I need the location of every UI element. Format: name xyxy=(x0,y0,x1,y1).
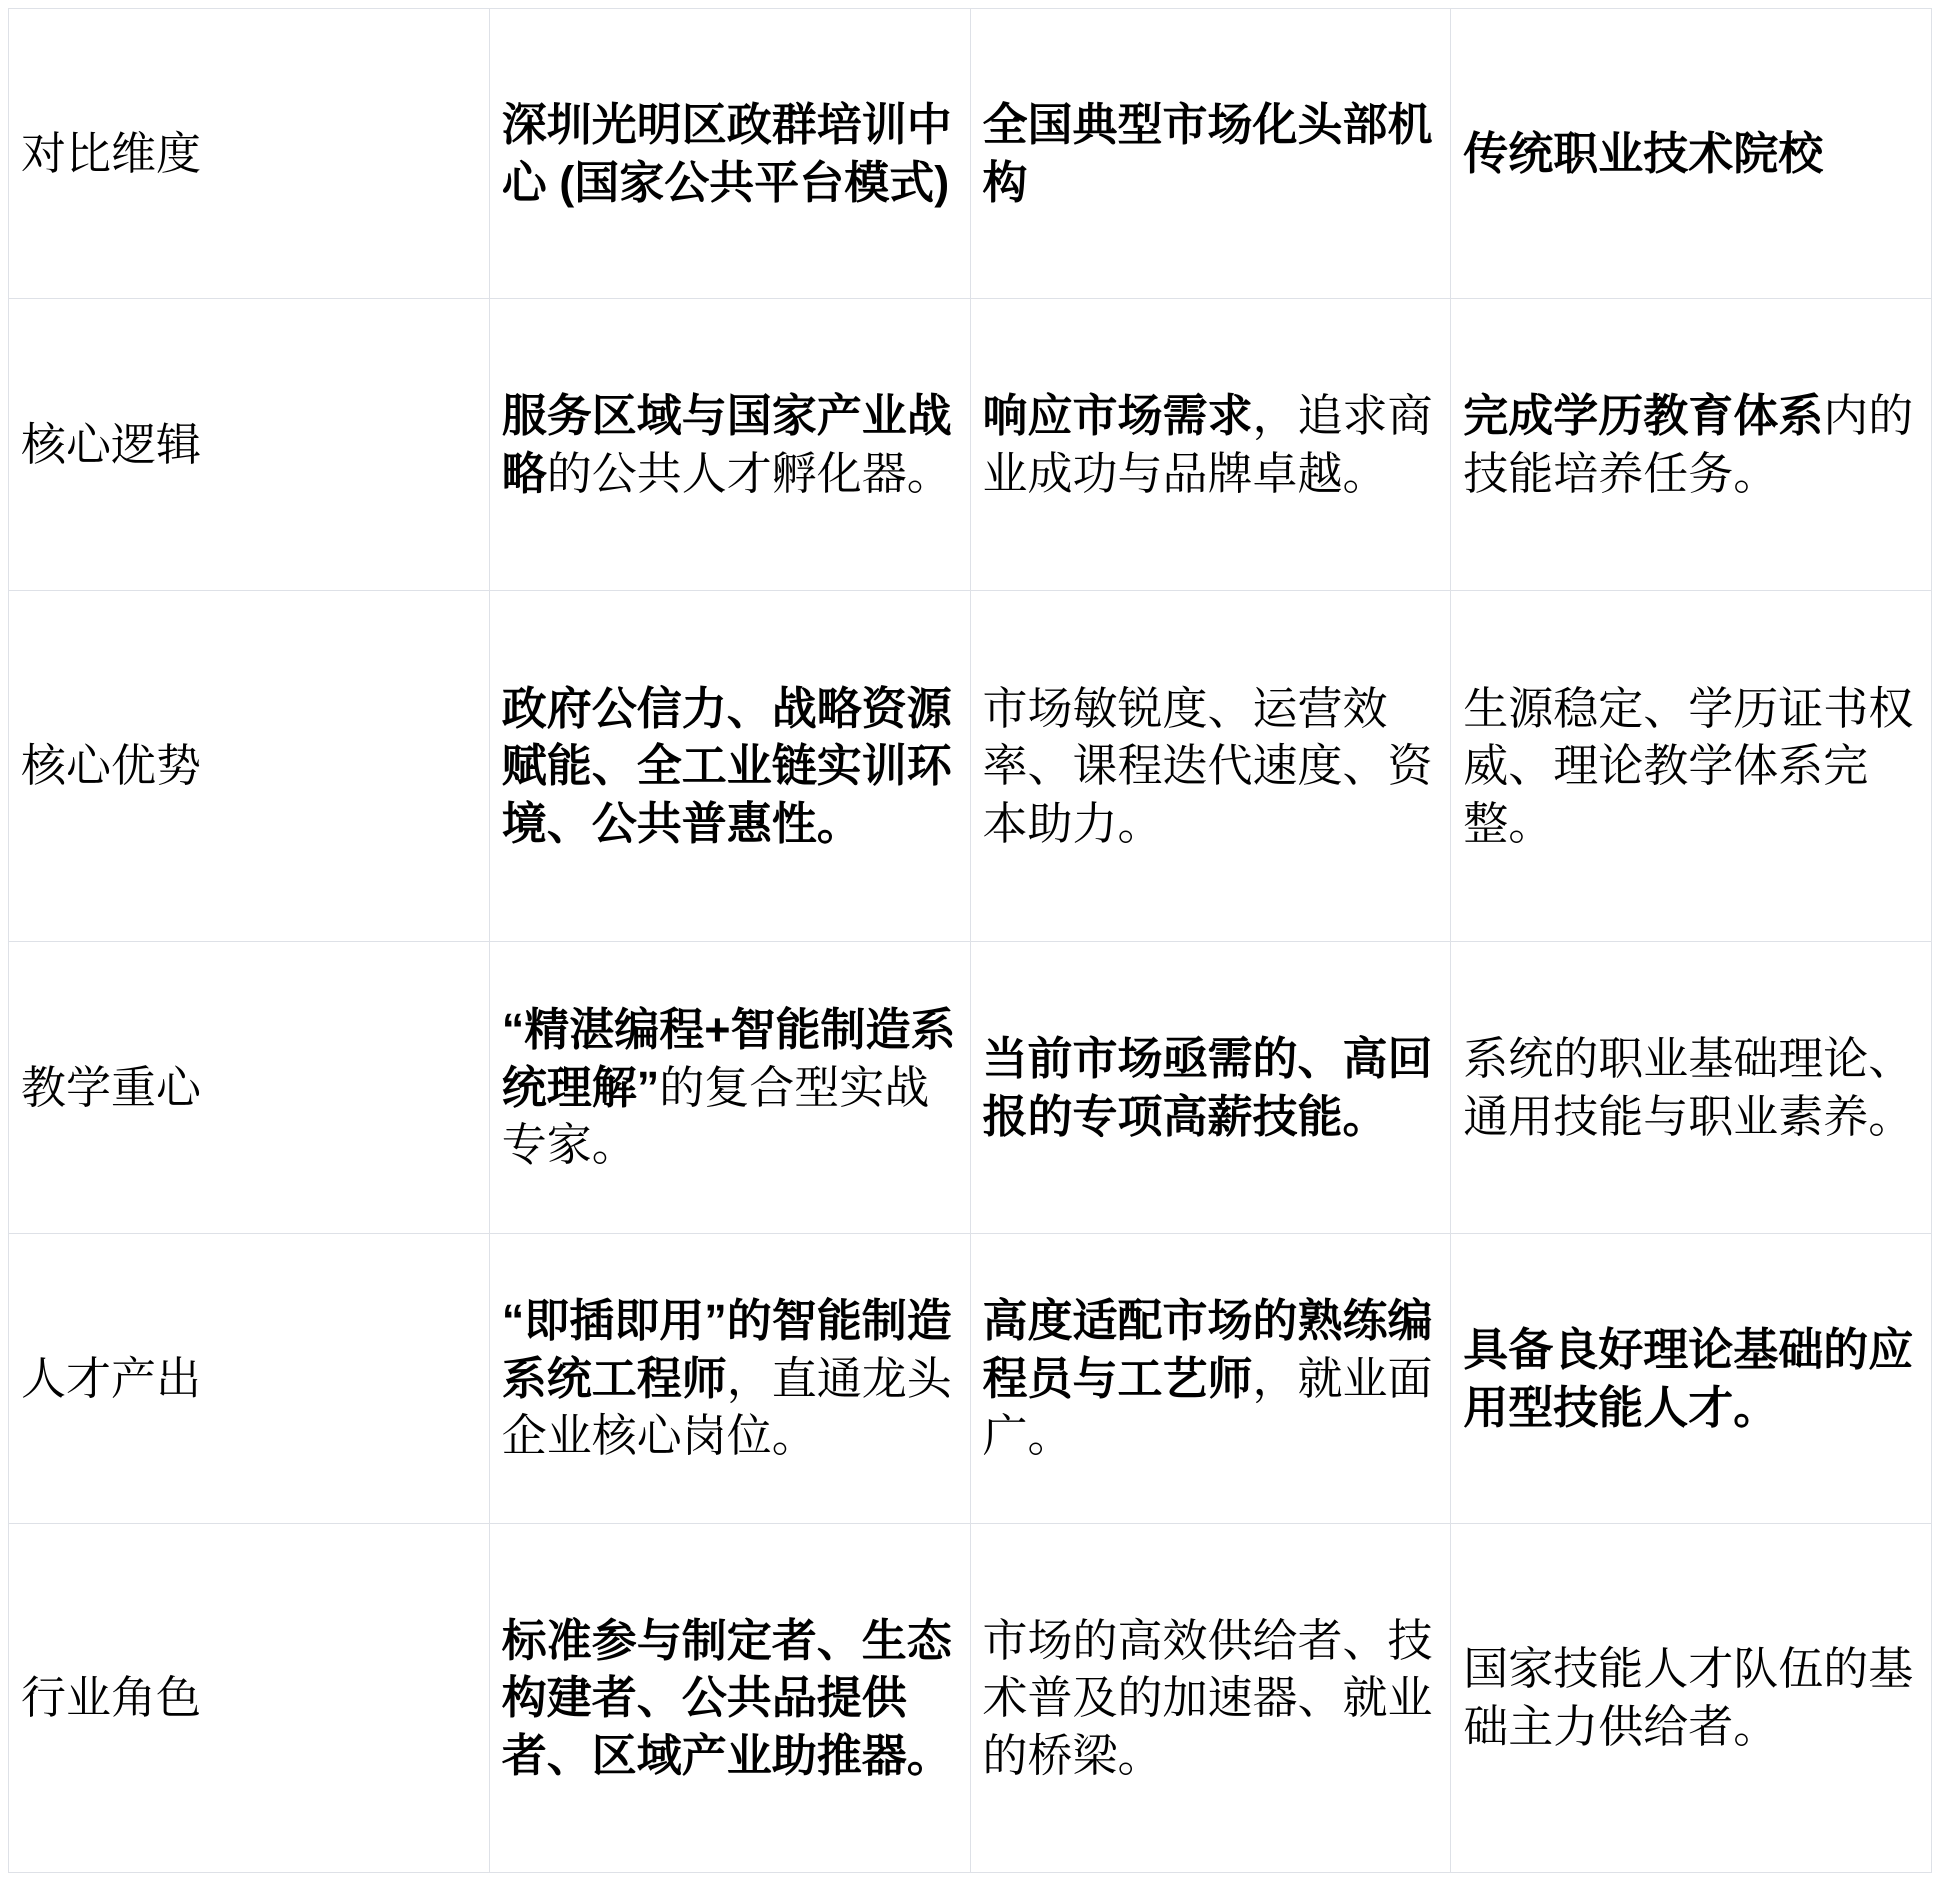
table-header xyxy=(9,9,1932,299)
table-row-teaching-focus xyxy=(9,942,1932,1234)
table-row-talent-output xyxy=(9,1234,1932,1524)
emphasized-text: 服务区域与国家产业战略 xyxy=(501,389,952,499)
plain-text: 市场敏锐度、运营效率、课程迭代速度、资本助力。 xyxy=(982,682,1433,849)
emphasized-text: 标准参与制定者、生态构建者、公共品提供者、区域产业助推器。 xyxy=(501,1614,952,1781)
row-label-talent-output: 人才产出 xyxy=(9,1234,490,1524)
plain-text: 市场的高效供给者、技术普及的加速器、就业的桥梁。 xyxy=(982,1614,1433,1781)
row-label-industry-role: 行业角色 xyxy=(9,1524,490,1873)
column-header-shenzhen-center: 深圳光明区政群培训中心 (国家公共平台模式) xyxy=(489,9,970,299)
table-row-core-logic xyxy=(9,299,1932,591)
table-cell xyxy=(1451,591,1932,942)
table-cell xyxy=(970,299,1451,591)
table-row-industry-role xyxy=(9,1524,1932,1873)
table-cell xyxy=(970,942,1451,1234)
emphasized-text: 响应市场需求 xyxy=(982,389,1253,441)
column-header-vocational-schools: 传统职业技术院校 xyxy=(1451,9,1932,299)
table-cell xyxy=(1451,299,1932,591)
comparison-table xyxy=(8,8,1932,1873)
plain-text: 系统的职业基础理论、通用技能与职业素养。 xyxy=(1463,1032,1914,1142)
plain-text: ，就业面广。 xyxy=(982,1352,1433,1462)
table-header-row xyxy=(9,9,1932,299)
table-cell xyxy=(970,1234,1451,1524)
plain-text: 生源稳定、学历证书权威、理论教学体系完整。 xyxy=(1463,682,1914,849)
column-header-dimension: 对比维度 xyxy=(9,9,490,299)
table-cell xyxy=(489,1234,970,1524)
plain-text: 的复合型实战专家。 xyxy=(501,1061,930,1171)
table-cell xyxy=(1451,1234,1932,1524)
emphasized-text: “精湛编程+智能制造系统理解” xyxy=(501,1004,956,1113)
row-label-core-logic: 核心逻辑 xyxy=(9,299,490,591)
plain-text: 的公共人才孵化器。 xyxy=(546,447,952,499)
table-body xyxy=(9,299,1932,1873)
table-cell xyxy=(970,1524,1451,1873)
emphasized-text: 具备良好理论基础的应用型技能人才。 xyxy=(1463,1323,1914,1433)
emphasized-text: 高度适配市场的熟练编程员与工艺师 xyxy=(982,1295,1433,1404)
emphasized-text: 当前市场亟需的、高回报的专项高薪技能。 xyxy=(982,1032,1433,1142)
plain-text: 内的技能培养任务。 xyxy=(1463,389,1914,499)
table-cell xyxy=(1451,1524,1932,1873)
plain-text: ，直通龙头企业核心岗位。 xyxy=(501,1352,952,1462)
table-row-core-advantages xyxy=(9,591,1932,942)
table-cell xyxy=(489,299,970,591)
table-cell xyxy=(1451,942,1932,1234)
row-label-core-advantages: 核心优势 xyxy=(9,591,490,942)
table-cell xyxy=(489,1524,970,1873)
emphasized-text: 政府公信力、战略资源赋能、全工业链实训环境、公共普惠性。 xyxy=(501,682,952,849)
table-cell xyxy=(489,591,970,942)
comparison-table-container xyxy=(8,8,1932,1873)
table-cell xyxy=(970,591,1451,942)
table-cell xyxy=(489,942,970,1234)
column-header-market-institutions: 全国典型市场化头部机构 xyxy=(970,9,1451,299)
row-label-teaching-focus: 教学重心 xyxy=(9,942,490,1234)
emphasized-text: 完成学历教育体系 xyxy=(1463,389,1824,441)
plain-text: ，追求商业成功与品牌卓越。 xyxy=(982,389,1433,499)
emphasized-text: “即插即用”的智能制造系统工程师 xyxy=(501,1295,952,1404)
plain-text: 国家技能人才队伍的基础主力供给者。 xyxy=(1463,1643,1914,1752)
